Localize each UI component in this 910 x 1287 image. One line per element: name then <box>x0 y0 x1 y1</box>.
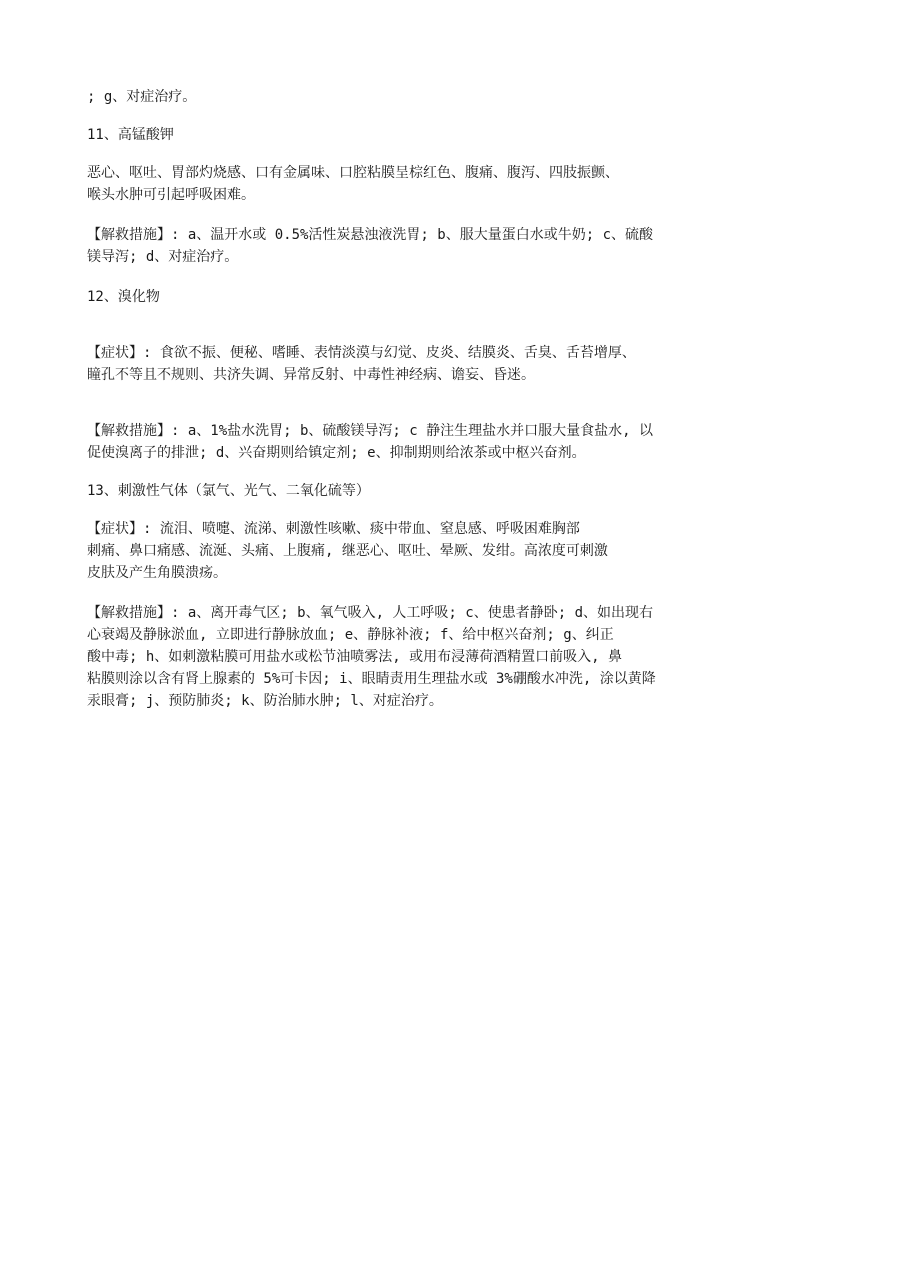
text-line: 【解救措施】: a、温开水或 0.5%活性炭悬浊液洗胃; b、服大量蛋白水或牛奶; c、硫酸 <box>87 227 653 243</box>
text-line: 【症状】: 食欲不振、便秘、嗜睡、表情淡漠与幻觉、皮炎、结膜炎、舌臭、舌苔增厚、 <box>87 345 636 361</box>
text-line: 镁导泻; d、对症治疗。 <box>87 249 239 265</box>
text-line: 心衰竭及静脉淤血, 立即进行静脉放血; e、静脉补液; f、给中枢兴奋剂; g、纠正 <box>87 627 614 643</box>
text-line: 瞳孔不等且不规则、共济失调、异常反射、中毒性神经病、谵妄、昏迷。 <box>87 367 535 383</box>
text-line: 恶心、呕吐、胃部灼烧感、口有金属味、口腔粘膜呈棕红色、腹痛、腹泻、四肢振颤、 <box>87 165 619 181</box>
text-line: 【解救措施】: a、离开毒气区; b、氧气吸入, 人工呼吸; c、使患者静卧; d、如出现右 <box>87 605 653 621</box>
text-line: 喉头水肿可引起呼吸困难。 <box>87 187 255 203</box>
text-line: 汞眼膏; j、预防肺炎; k、防治肺水肿; l、对症治疗。 <box>87 693 443 709</box>
text-line: 【症状】: 流泪、喷嚏、流涕、刺激性咳嗽、痰中带血、窒息感、呼吸困难胸部 <box>87 521 580 537</box>
text-line: ; g、对症治疗。 <box>87 89 197 105</box>
text-line: 【解救措施】: a、1%盐水洗胃; b、硫酸镁导泻; c 静注生理盐水并口服大量食盐水, 以 <box>87 423 653 439</box>
document-page <box>87 86 697 712</box>
text-line: 促使溴离子的排泄; d、兴奋期则给镇定剂; e、抑制期则给浓茶或中枢兴奋剂。 <box>87 445 586 461</box>
text-line: 酸中毒; h、如刺激粘膜可用盐水或松节油喷雾法, 或用布浸薄荷酒精置口前吸入, 鼻 <box>87 649 622 665</box>
text-line: 皮肤及产生角膜溃疡。 <box>87 565 227 581</box>
section-heading-bromide: 12、溴化物 <box>87 289 160 305</box>
section-heading-irritant-gases: 13、刺激性气体（氯气、光气、二氧化硫等） <box>87 483 370 499</box>
text-line: 粘膜则涂以含有肾上腺素的 5%可卡因; i、眼睛责用生理盐水或 3%硼酸水冲洗, 涂以黄降 <box>87 671 656 687</box>
section-heading-potassium-permanganate: 11、高锰酸钾 <box>87 127 174 143</box>
text-line: 刺痛、鼻口痛感、流涎、头痛、上腹痛, 继恶心、呕吐、晕厥、发绀。高浓度可刺激 <box>87 543 608 559</box>
